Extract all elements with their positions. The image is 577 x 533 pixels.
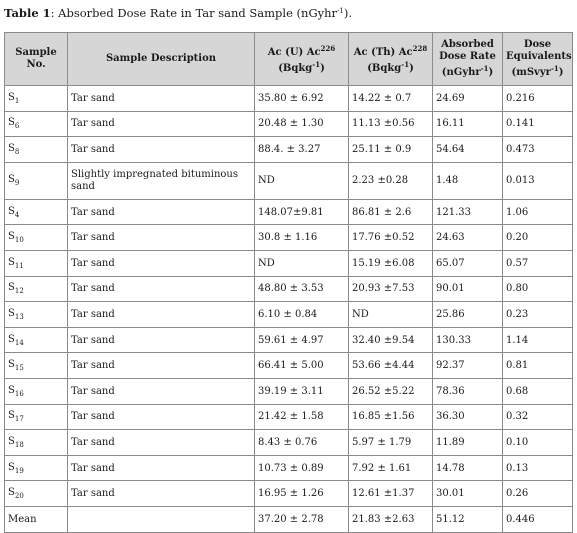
ac-th-cell: 25.11 ± 0.9 <box>349 137 433 163</box>
sample-no-cell: $S_{11}$ <box>5 250 68 276</box>
dose-equivalent-cell: 0.216 <box>503 86 573 112</box>
sample-no-cell: $S_{16}$ <box>5 378 68 404</box>
table-row <box>5 404 573 430</box>
sample-no-cell: $S_{12}$ <box>5 276 68 302</box>
ac-th-cell: 12.61 ±1.37 <box>349 481 433 507</box>
table-caption <box>4 6 352 20</box>
dose-equivalent-cell: 0.68 <box>503 378 573 404</box>
dose-equivalent-cell: 0.013 <box>503 162 573 199</box>
dose-equivalent-cell: 0.10 <box>503 430 573 456</box>
dose-equivalent-cell: 0.32 <box>503 404 573 430</box>
absorbed-dose-cell: 14.78 <box>433 455 503 481</box>
description-cell: Tar sand <box>68 111 255 137</box>
absorbed-dose-cell: 25.86 <box>433 302 503 328</box>
ac-th-cell: 20.93 ±7.53 <box>349 276 433 302</box>
dose-equivalent-cell: 0.26 <box>503 481 573 507</box>
sample-no-cell: $S_{13}$ <box>5 302 68 328</box>
caption-text: : Absorbed Dose Rate in Tar sand Sample (nGyhr <box>50 6 338 20</box>
ac-u-cell: 30.8 ± 1.16 <box>255 225 349 251</box>
table-row <box>5 225 573 251</box>
sample-no-cell: $S_{15}$ <box>5 353 68 379</box>
table-row <box>5 276 573 302</box>
ac-u-cell: 35.80 ± 6.92 <box>255 86 349 112</box>
description-cell: Tar sand <box>68 302 255 328</box>
description-cell: Tar sand <box>68 430 255 456</box>
table-row <box>5 481 573 507</box>
ac-u-cell: 8.43 ± 0.76 <box>255 430 349 456</box>
description-cell: Slightly impregnated bituminous sand <box>68 162 255 199</box>
absorbed-dose-cell: 92.37 <box>433 353 503 379</box>
description-cell: Tar sand <box>68 353 255 379</box>
ac-u-cell: ND <box>255 162 349 199</box>
description-cell: Tar sand <box>68 276 255 302</box>
mean-ac-th-cell: 21.83 ±2.63 <box>349 506 433 532</box>
ac-th-cell: 86.81 ± 2.6 <box>349 199 433 225</box>
ac-th-cell: 26.52 ±5.22 <box>349 378 433 404</box>
ac-u-cell: ND <box>255 250 349 276</box>
table-row <box>5 327 573 353</box>
table-row <box>5 430 573 456</box>
description-cell: Tar sand <box>68 86 255 112</box>
sample-no-cell: $S_1$ <box>5 86 68 112</box>
ac-th-cell: 7.92 ± 1.61 <box>349 455 433 481</box>
dose-equivalent-cell: 0.141 <box>503 111 573 137</box>
dose-equivalent-cell: 0.81 <box>503 353 573 379</box>
absorbed-dose-cell: 1.48 <box>433 162 503 199</box>
ac-u-cell: 148.07±9.81 <box>255 199 349 225</box>
mean-description-cell <box>68 506 255 532</box>
table-row <box>5 86 573 112</box>
dose-equivalent-cell: 0.473 <box>503 137 573 163</box>
mean-row <box>5 506 573 532</box>
mean-ac-u-cell: 37.20 ± 2.78 <box>255 506 349 532</box>
ac-th-cell: 53.66 ±4.44 <box>349 353 433 379</box>
sample-no-cell: $S_{17}$ <box>5 404 68 430</box>
header-dose-equivalents: Dose Equivalents (mSvyr$^{-1}$) <box>503 33 573 86</box>
ac-th-cell: 2.23 ±0.28 <box>349 162 433 199</box>
absorbed-dose-cell: 54.64 <box>433 137 503 163</box>
table-row <box>5 199 573 225</box>
absorbed-dose-cell: 130.33 <box>433 327 503 353</box>
ac-u-cell: 59.61 ± 4.97 <box>255 327 349 353</box>
description-cell: Tar sand <box>68 455 255 481</box>
sample-no-cell: $S_{20}$ <box>5 481 68 507</box>
ac-u-cell: 6.10 ± 0.84 <box>255 302 349 328</box>
table-row <box>5 353 573 379</box>
description-cell: Tar sand <box>68 225 255 251</box>
table-row <box>5 302 573 328</box>
dose-equivalent-cell: 0.80 <box>503 276 573 302</box>
dose-equivalent-cell: 1.06 <box>503 199 573 225</box>
absorbed-dose-cell: 36.30 <box>433 404 503 430</box>
ac-u-cell: 88.4. ± 3.27 <box>255 137 349 163</box>
table-row <box>5 162 573 199</box>
header-ac-th: Ac (Th) Ac$^{228}$ (Bqkg$^{-1}$) <box>349 33 433 86</box>
table-header-row <box>5 33 573 86</box>
mean-dose-equivalent-cell: 0.446 <box>503 506 573 532</box>
header-ac-u: Ac (U) Ac$^{226}$ (Bqkg$^{-1}$) <box>255 33 349 86</box>
ac-u-cell: 21.42 ± 1.58 <box>255 404 349 430</box>
sample-no-cell: $S_8$ <box>5 137 68 163</box>
header-sample-description: Sample Description <box>68 33 255 86</box>
header-absorbed-dose-rate: Absorbed Dose Rate (nGyhr$^{-1}$) <box>433 33 503 86</box>
table-row <box>5 137 573 163</box>
ac-u-cell: 66.41 ± 5.00 <box>255 353 349 379</box>
caption-end: ). <box>343 6 353 20</box>
dose-equivalent-cell: 0.23 <box>503 302 573 328</box>
sample-no-cell: $S_{19}$ <box>5 455 68 481</box>
sample-no-cell: $S_{10}$ <box>5 225 68 251</box>
table-row <box>5 455 573 481</box>
absorbed-dose-cell: 11.89 <box>433 430 503 456</box>
absorbed-dose-cell: 30.01 <box>433 481 503 507</box>
description-cell: Tar sand <box>68 327 255 353</box>
ac-th-cell: 17.76 ±0.52 <box>349 225 433 251</box>
description-cell: Tar sand <box>68 137 255 163</box>
ac-u-cell: 16.95 ± 1.26 <box>255 481 349 507</box>
description-cell: Tar sand <box>68 378 255 404</box>
table-row <box>5 111 573 137</box>
ac-u-cell: 10.73 ± 0.89 <box>255 455 349 481</box>
description-cell: Tar sand <box>68 250 255 276</box>
ac-th-cell: 14.22 ± 0.7 <box>349 86 433 112</box>
description-cell: Tar sand <box>68 404 255 430</box>
caption-sup: -1 <box>337 7 344 15</box>
dose-equivalent-cell: 0.13 <box>503 455 573 481</box>
ac-th-cell: 16.85 ±1.56 <box>349 404 433 430</box>
sample-no-cell: $S_9$ <box>5 162 68 199</box>
ac-th-cell: 11.13 ±0.56 <box>349 111 433 137</box>
description-cell: Tar sand <box>68 199 255 225</box>
absorbed-dose-cell: 24.69 <box>433 86 503 112</box>
absorbed-dose-cell: 90.01 <box>433 276 503 302</box>
caption-label: Table 1 <box>4 6 51 20</box>
absorbed-dose-cell: 78.36 <box>433 378 503 404</box>
absorbed-dose-cell: 24.63 <box>433 225 503 251</box>
ac-th-cell: 32.40 ±9.54 <box>349 327 433 353</box>
sample-no-cell: $S_{14}$ <box>5 327 68 353</box>
ac-th-cell: 5.97 ± 1.79 <box>349 430 433 456</box>
dose-equivalent-cell: 0.20 <box>503 225 573 251</box>
absorbed-dose-cell: 121.33 <box>433 199 503 225</box>
table-row <box>5 250 573 276</box>
sample-no-cell: $S_{18}$ <box>5 430 68 456</box>
table-row <box>5 378 573 404</box>
dose-equivalent-cell: 0.57 <box>503 250 573 276</box>
ac-u-cell: 39.19 ± 3.11 <box>255 378 349 404</box>
ac-u-cell: 20.48 ± 1.30 <box>255 111 349 137</box>
absorbed-dose-cell: 16.11 <box>433 111 503 137</box>
sample-no-cell: $S_4$ <box>5 199 68 225</box>
ac-u-cell: 48.80 ± 3.53 <box>255 276 349 302</box>
mean-label-cell: Mean <box>5 506 68 532</box>
ac-th-cell: ND <box>349 302 433 328</box>
dose-equivalent-cell: 1.14 <box>503 327 573 353</box>
mean-absorbed-dose-cell: 51.12 <box>433 506 503 532</box>
header-sample-no: Sample No. <box>5 33 68 86</box>
ac-th-cell: 15.19 ±6.08 <box>349 250 433 276</box>
sample-no-cell: $S_6$ <box>5 111 68 137</box>
dose-rate-table <box>4 32 573 533</box>
description-cell: Tar sand <box>68 481 255 507</box>
absorbed-dose-cell: 65.07 <box>433 250 503 276</box>
